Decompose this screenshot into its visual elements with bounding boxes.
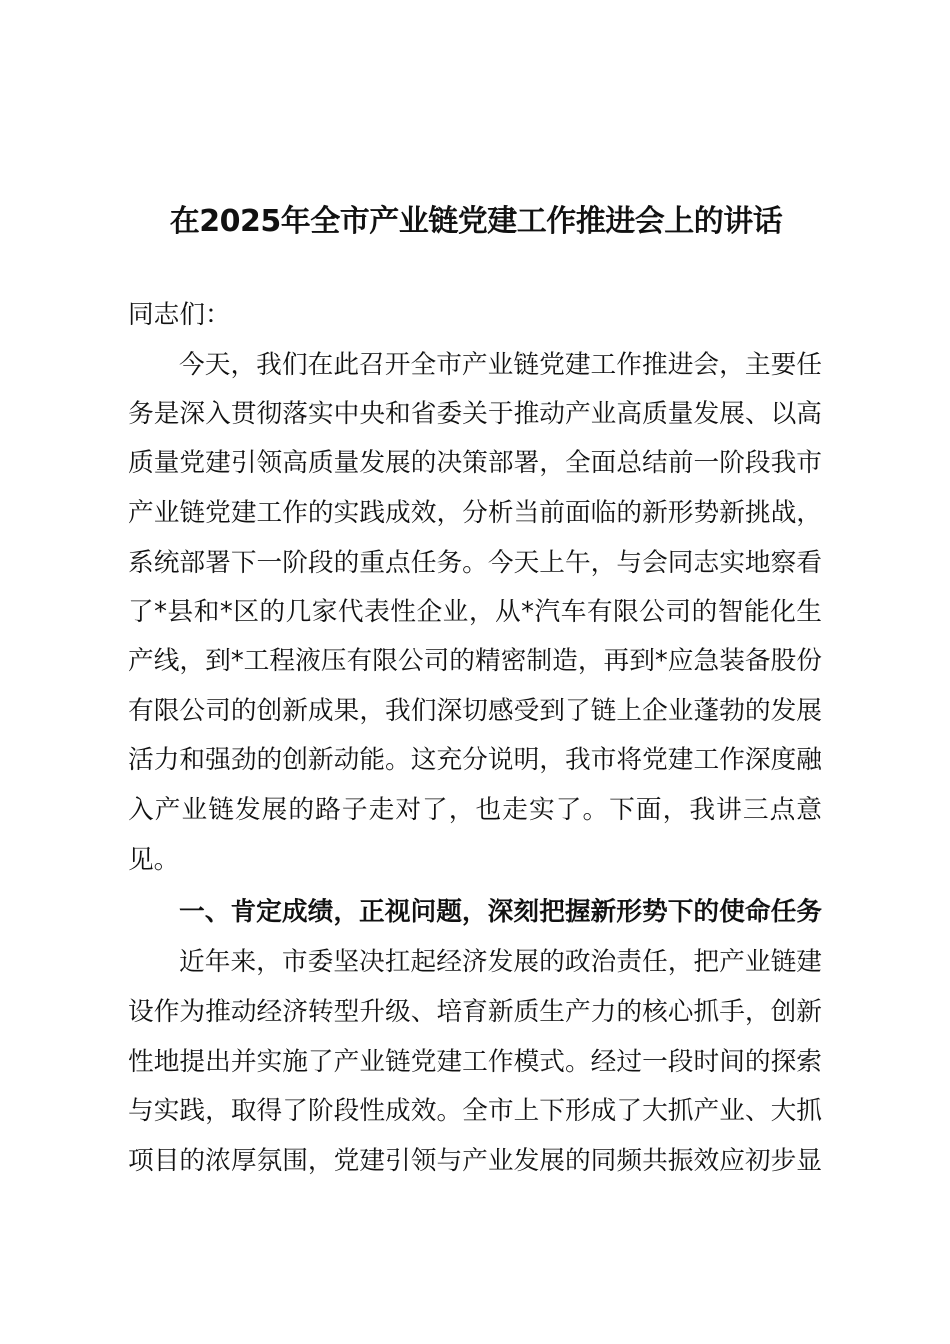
salutation: 同志们：	[128, 300, 231, 330]
paragraph-line: 近年来，市委坚决扛起经济发展的政治责任，把产业链建	[179, 947, 822, 977]
paragraph-line: 了*县和*区的几家代表性企业，从*汽车有限公司的智能化生	[128, 597, 822, 627]
paragraph-line: 系统部署下一阶段的重点任务。今天上午，与会同志实地察看	[128, 548, 822, 578]
paragraph-line: 入产业链发展的路子走对了，也走实了。下面，我讲三点意	[128, 795, 822, 825]
paragraph-line: 见。	[128, 845, 180, 875]
paragraph-line: 项目的浓厚氛围，党建引领与产业发展的同频共振效应初步显	[128, 1146, 822, 1176]
paragraph-line: 活力和强劲的创新动能。这充分说明，我市将党建工作深度融	[128, 745, 822, 775]
paragraph-line: 性地提出并实施了产业链党建工作模式。经过一段时间的探索	[128, 1047, 822, 1077]
paragraph-line: 质量党建引领高质量发展的决策部署，全面总结前一阶段我市	[128, 448, 822, 478]
paragraph-line: 与实践，取得了阶段性成效。全市上下形成了大抓产业、大抓	[128, 1096, 822, 1126]
document-title: 在2025年全市产业链党建工作推进会上的讲话	[169, 204, 783, 239]
section-heading: 一、肯定成绩，正视问题，深刻把握新形势下的使命任务	[179, 897, 822, 927]
paragraph-line: 今天，我们在此召开全市产业链党建工作推进会，主要任	[179, 350, 822, 380]
paragraph-line: 有限公司的创新成果，我们深切感受到了链上企业蓬勃的发展	[128, 696, 822, 726]
paragraph-line: 产业链党建工作的实践成效，分析当前面临的新形势新挑战，	[128, 498, 822, 528]
paragraph-line: 设作为推动经济转型升级、培育新质生产力的核心抓手，创新	[128, 997, 822, 1027]
paragraph-line: 产线，到*工程液压有限公司的精密制造，再到*应急装备股份	[128, 646, 822, 676]
paragraph-line: 务是深入贯彻落实中央和省委关于推动产业高质量发展、以高	[128, 399, 822, 429]
